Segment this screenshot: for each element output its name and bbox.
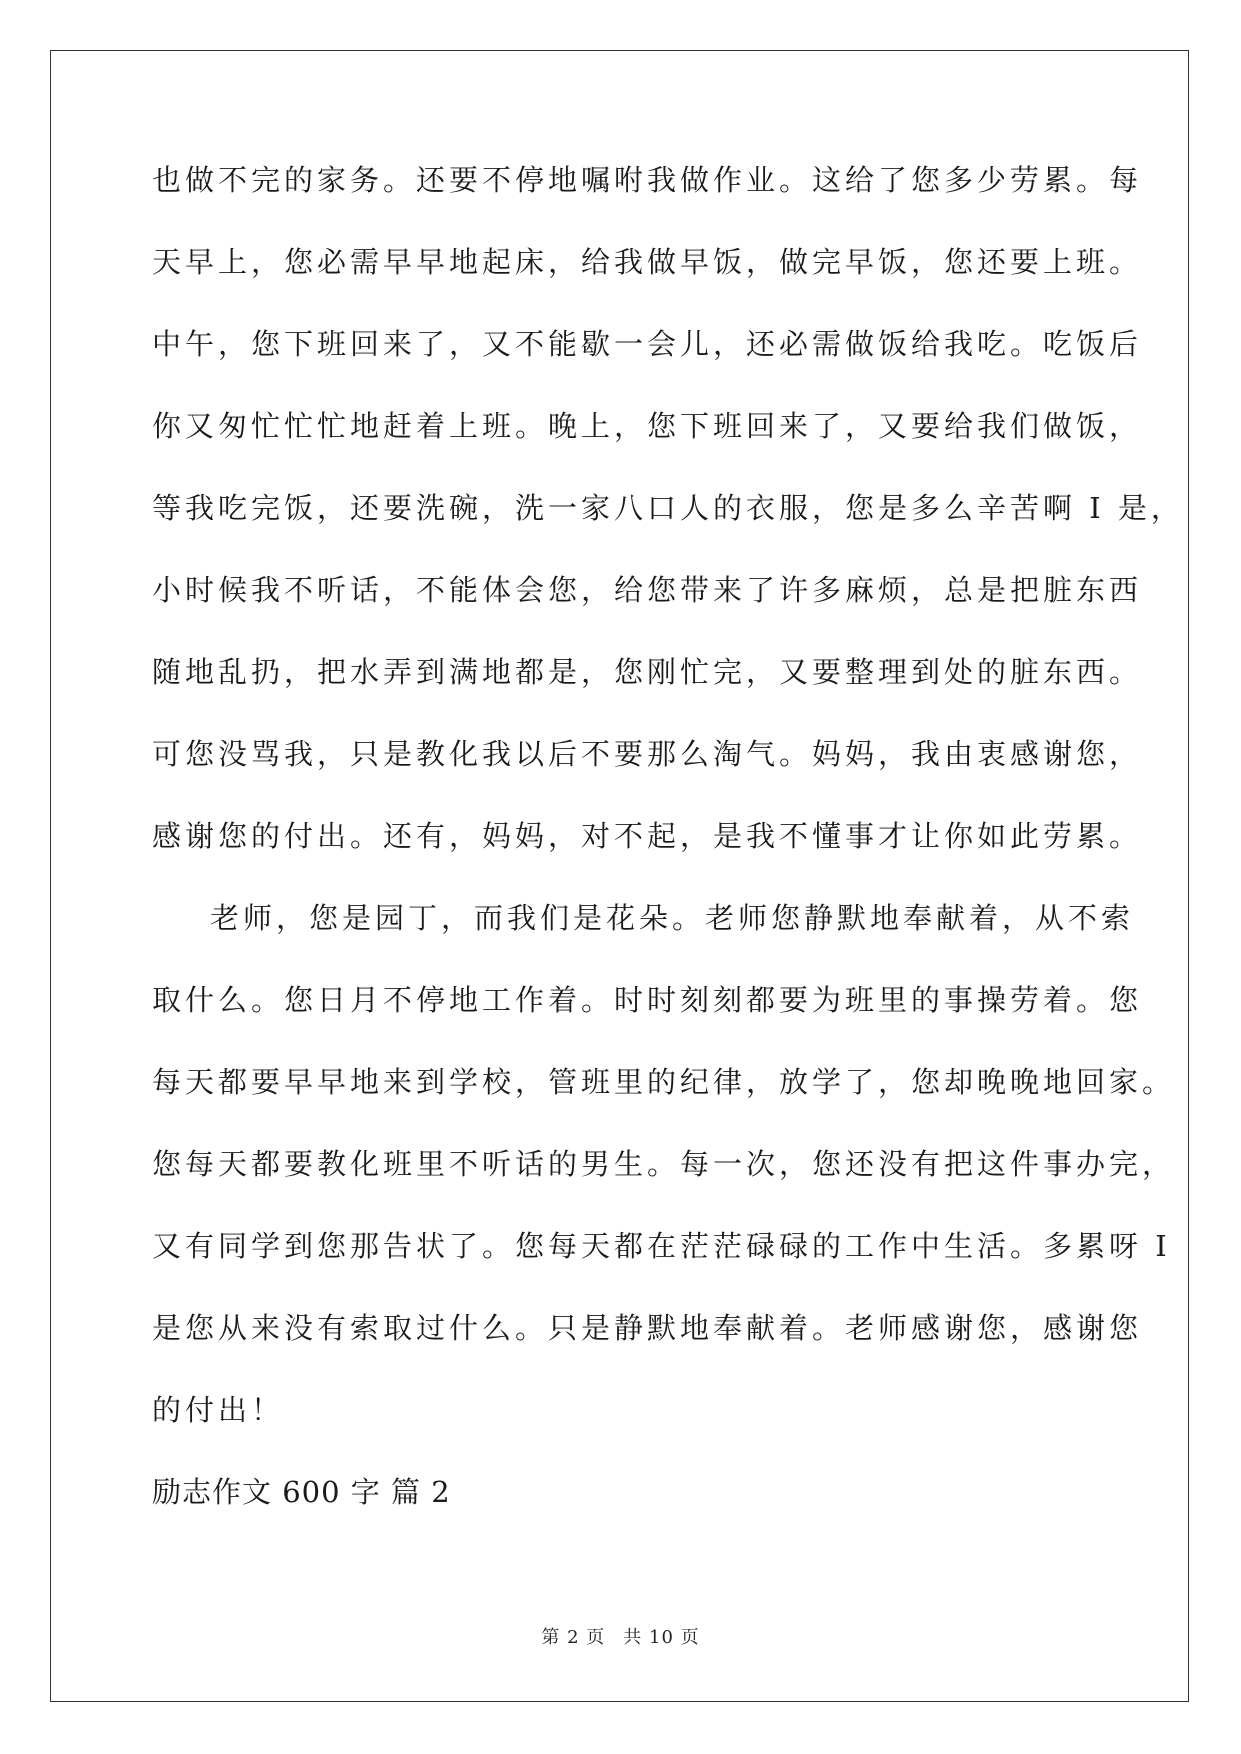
paragraph-line: 每天都要早早地来到学校，管班里的纪律，放学了，您却晚晚地回家。 [152, 1065, 1176, 1099]
paragraph-line: 天早上，您必需早早地起床，给我做早饭，做完早饭，您还要上班。 [152, 245, 1143, 279]
paragraph-line: 的付出！ [152, 1393, 285, 1427]
section-heading: 励志作文 600 字 篇 2 [152, 1475, 451, 1509]
paragraph-line: 您每天都要教化班里不听话的男生。每一次，您还没有把这件事办完， [152, 1147, 1176, 1181]
paragraph-line: 也做不完的家务。还要不停地嘱咐我做作业。这给了您多少劳累。每 [152, 163, 1143, 197]
page-number: 第 2 页 [541, 1627, 606, 1648]
paragraph-line: 你又匆忙忙忙地赶着上班。晚上，您下班回来了，又要给我们做饭， [152, 409, 1143, 443]
page-footer [0, 1623, 1241, 1649]
page-total: 共 10 页 [623, 1627, 700, 1648]
paragraph-first-line: 老师，您是园丁，而我们是花朵。老师您静默地奉献着，从不索 [210, 901, 1135, 935]
paragraph-line: 取什么。您日月不停地工作着。时时刻刻都要为班里的事操劳着。您 [152, 983, 1143, 1017]
paragraph-line: 感谢您的付出。还有，妈妈，对不起，是我不懂事才让你如此劳累。 [152, 819, 1143, 853]
paragraph-line: 等我吃完饭，还要洗碗，洗一家八口人的衣服，您是多么辛苦啊 I 是， [152, 491, 1184, 525]
paragraph-line: 中午，您下班回来了，又不能歇一会儿，还必需做饭给我吃。吃饭后 [152, 327, 1143, 361]
paragraph-line: 可您没骂我，只是教化我以后不要那么淘气。妈妈，我由衷感谢您， [152, 737, 1143, 771]
paragraph-line: 小时候我不听话，不能体会您，给您带来了许多麻烦，总是把脏东西 [152, 573, 1143, 607]
page-border [50, 50, 1189, 1702]
paragraph-line: 随地乱扔，把水弄到满地都是，您刚忙完，又要整理到处的脏东西。 [152, 655, 1143, 689]
paragraph-line: 又有同学到您那告状了。您每天都在茫茫碌碌的工作中生活。多累呀 I [152, 1229, 1171, 1263]
paragraph-line: 是您从来没有索取过什么。只是静默地奉献着。老师感谢您，感谢您 [152, 1311, 1143, 1345]
